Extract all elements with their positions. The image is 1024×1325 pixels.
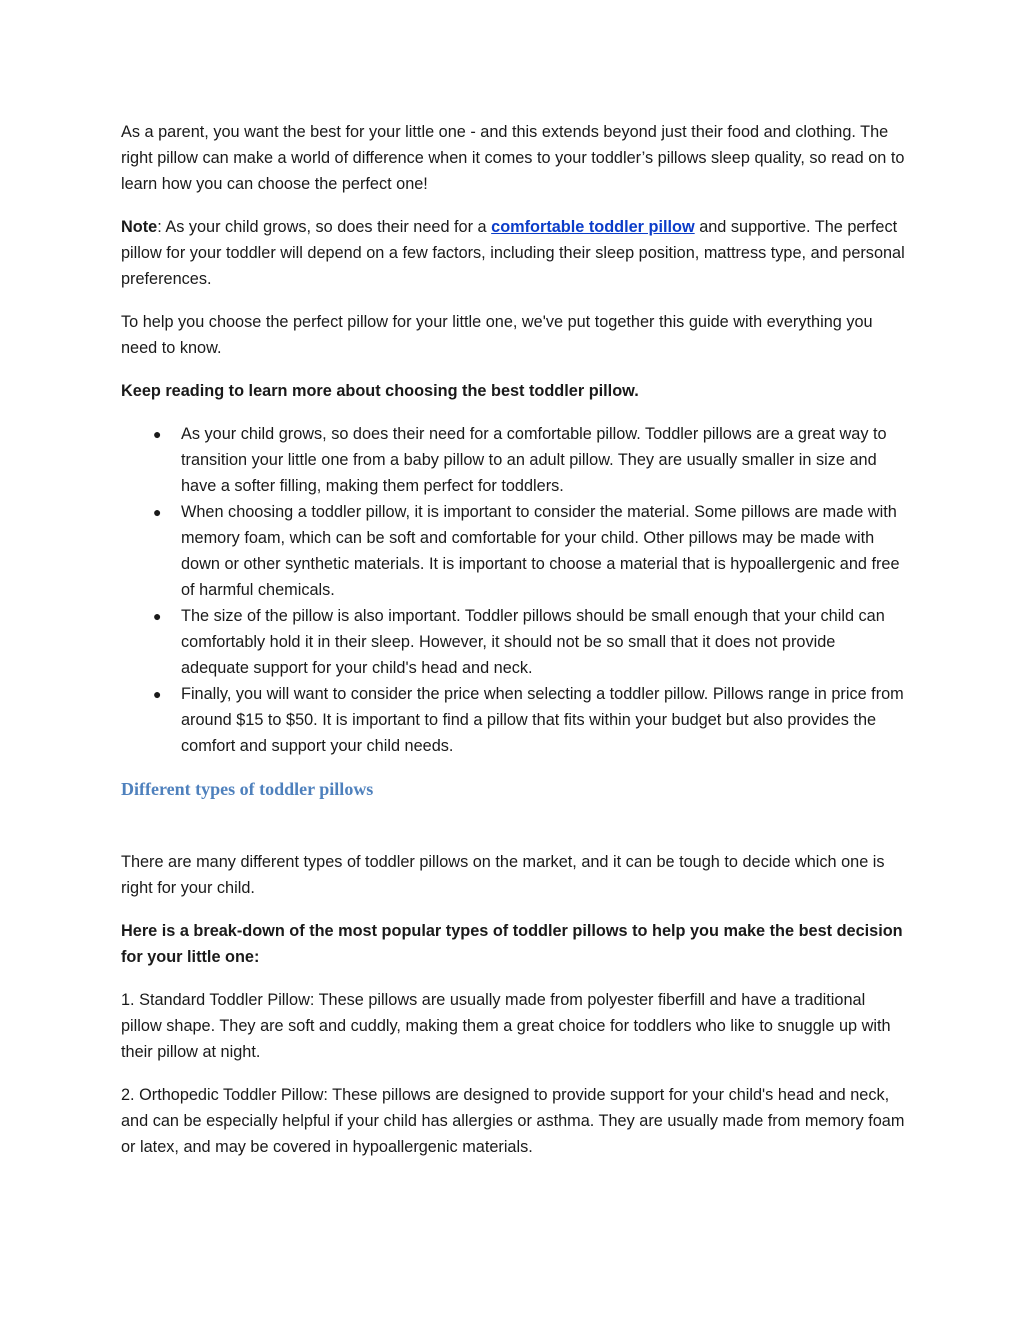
orthopedic-pillow-paragraph: 2. Orthopedic Toddler Pillow: These pillows are designed to provide support for your child's head and neck, and can be especially helpful if your child has allergies or asthma. They are usually made from memory foam or latex, and may be covered in hypoallergenic materials. xyxy=(121,1086,905,1156)
intro-paragraph: As a parent, you want the best for your little one - and this extends beyond just their food and clothing. The right pillow can make a world of difference when it comes to your toddler’s pillows sleep quality, so read on to learn how you can choose the perfect one! xyxy=(121,123,905,193)
list-item xyxy=(153,603,907,681)
keep-reading-lead: Keep reading to learn more about choosing the best toddler pillow. xyxy=(121,382,639,400)
comfortable-toddler-pillow-link[interactable]: comfortable toddler pillow xyxy=(491,218,695,236)
list-item xyxy=(153,681,907,759)
note-text-after-link: and supportive. The perfect pillow for your toddler will depend on a few factors, including their sleep position, mattress type, and personal preferences. xyxy=(121,218,905,288)
tips-bullet-list xyxy=(121,421,907,759)
list-item-text: The size of the pillow is also important. Toddler pillows should be small enough that your child can comfortably hold it in their sleep. However, it should not be so small that it does not provide adequate support for your child's head and neck. xyxy=(181,607,885,677)
bullet-icon: ● xyxy=(153,686,162,702)
note-label: Note xyxy=(121,218,158,236)
document-page xyxy=(121,119,907,1177)
bullet-icon: ● xyxy=(153,608,162,624)
list-item-text: Finally, you will want to consider the price when selecting a toddler pillow. Pillows range in price from around $15 to $50. It is important to find a pillow that fits within your budget but also provides the comfort and support your child needs. xyxy=(181,685,904,755)
types-intro-paragraph: There are many different types of toddler pillows on the market, and it can be tough to decide which one is right for your child. xyxy=(121,853,885,897)
note-text-before-link: : As your child grows, so does their need for a xyxy=(157,218,492,236)
bullet-icon: ● xyxy=(153,504,162,520)
breakdown-lead: Here is a break-down of the most popular types of toddler pillows to help you make the best decision for your little one: xyxy=(121,922,903,966)
section-heading: Different types of toddler pillows xyxy=(121,779,374,799)
standard-pillow-paragraph: 1. Standard Toddler Pillow: These pillows are usually made from polyester fiberfill and have a traditional pillow shape. They are soft and cuddly, making them a great choice for toddlers who like to snuggle up with their pillow at night. xyxy=(121,991,891,1061)
note-paragraph xyxy=(121,214,907,292)
bullet-icon: ● xyxy=(153,426,162,442)
list-item xyxy=(153,499,907,603)
list-item xyxy=(153,421,907,499)
guide-paragraph: To help you choose the perfect pillow for your little one, we've put together this guide with everything you need to know. xyxy=(121,313,873,357)
list-item-text: As your child grows, so does their need for a comfortable pillow. Toddler pillows are a great way to transition your little one from a baby pillow to an adult pillow. They are usually smaller in size and have a softer filling, making them perfect for toddlers. xyxy=(181,425,887,495)
list-item-text: When choosing a toddler pillow, it is important to consider the material. Some pillows are made with memory foam, which can be soft and comfortable for your child. Other pillows may be made with down or other synthetic materials. It is important to choose a material that is hypoallergenic and free of harmful chemicals. xyxy=(181,503,900,599)
